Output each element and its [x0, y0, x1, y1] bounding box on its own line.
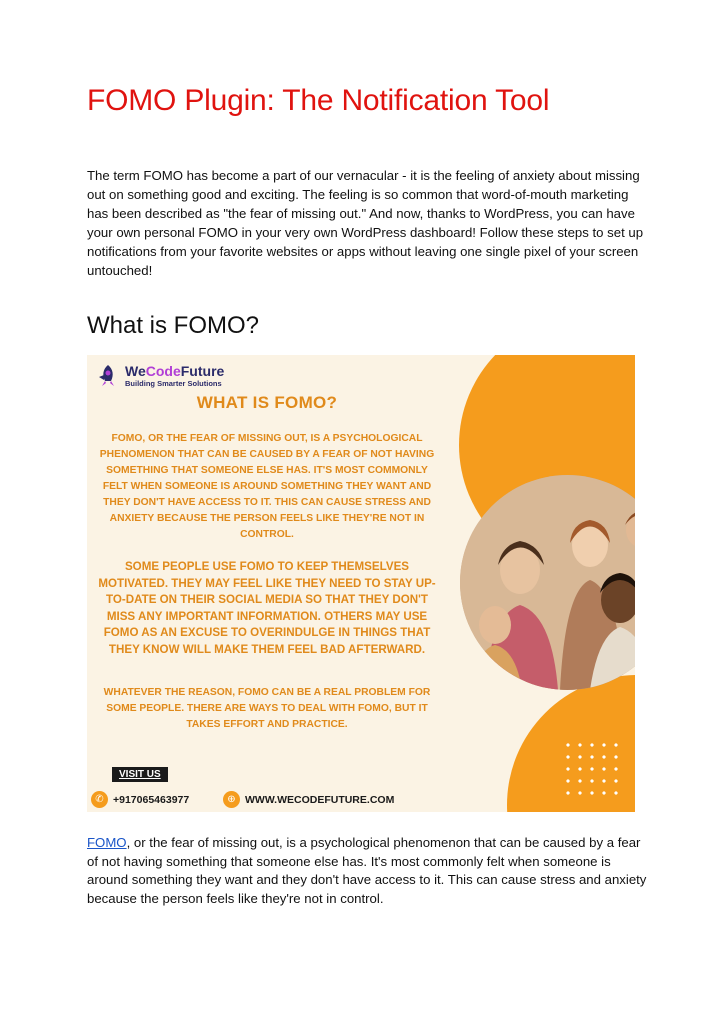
group-photo: [460, 475, 635, 690]
phone-icon: ✆: [91, 791, 108, 808]
fomo-link[interactable]: FOMO: [87, 835, 127, 850]
infographic-title: WHAT IS FOMO?: [196, 393, 338, 412]
intro-paragraph: The term FOMO has become a part of our vernacular - it is the feeling of anxiety about missing out on something good and exciting. The feeling is so common that word-of-mouth marketing has been described as "the fear of missing out." And now, thanks to WordPress, you can have your own personal FOMO in your very own WordPress dashboard! Follow these steps to set up notifications from your favorite websites or apps without leaving one single pixel of your screen untouched!: [87, 168, 644, 278]
page-title: FOMO Plugin: The Notification Tool: [87, 84, 550, 117]
infographic-paragraph-2: SOME PEOPLE USE FOMO TO KEEP THEMSELVES MOTIVATED. THEY MAY FEEL LIKE THEY NEED TO STAY UP-TO-DATE ON THEIR SOCIAL MEDIA SO THAT THEY DON'T MISS ANY IMPORTANT INFORMATION. OTHERS MAY USE FOMO AS AN EXCUSE TO OVERINDULGE IN THINGS THAT THEY KNOW WILL MAKE THEM FEEL BAD AFTERWARD.: [98, 560, 436, 656]
wecodefuture-logo: [95, 363, 224, 389]
logo-name: WeCodeFuture: [125, 363, 225, 379]
section-heading: What is FOMO?: [87, 312, 260, 339]
outro-paragraph: [87, 834, 647, 908]
website-url: WWW.WECODEFUTURE.COM: [245, 793, 395, 806]
infographic-paragraph-3: WHATEVER THE REASON, FOMO CAN BE A REAL PROBLEM FOR SOME PEOPLE. THERE ARE WAYS TO DEAL WITH FOMO, BUT IT TAKES EFFORT AND PRACTICE.: [103, 687, 431, 730]
visit-us-label: VISIT US: [112, 767, 168, 782]
phone-number: +917065463977: [113, 793, 190, 806]
globe-icon: ⊕: [223, 791, 240, 808]
fomo-infographic: [87, 355, 635, 812]
website-contact: [223, 791, 394, 808]
logo-tagline: Building Smarter Solutions: [125, 379, 222, 388]
outro-text: , or the fear of missing out, is a psychological phenomenon that can be caused by a fear of not having something that someone else has. It's most commonly felt when someone is around something they want and they don't have access to it. This can cause stress and anxiety because the person feels like they're not in control.: [87, 835, 647, 906]
phone-contact: [91, 791, 189, 808]
rocket-logo-icon: [95, 363, 121, 389]
infographic-paragraph-1: FOMO, OR THE FEAR OF MISSING OUT, IS A PSYCHOLOGICAL PHENOMENON THAT CAN BE CAUSED BY A FEAR OF NOT HAVING SOMETHING THAT SOMEONE ELSE HAS. IT'S MOST COMMONLY FELT WHEN SOMEONE IS AROUND SOMETHING THEY WANT AND THEY DON'T HAVE ACCESS TO IT. THIS CAN CAUSE STRESS AND ANXIETY BECAUSE THE PERSON FEELS LIKE THEY'RE NOT IN CONTROL.: [99, 433, 435, 540]
dot-pattern-decoration: [562, 739, 622, 795]
